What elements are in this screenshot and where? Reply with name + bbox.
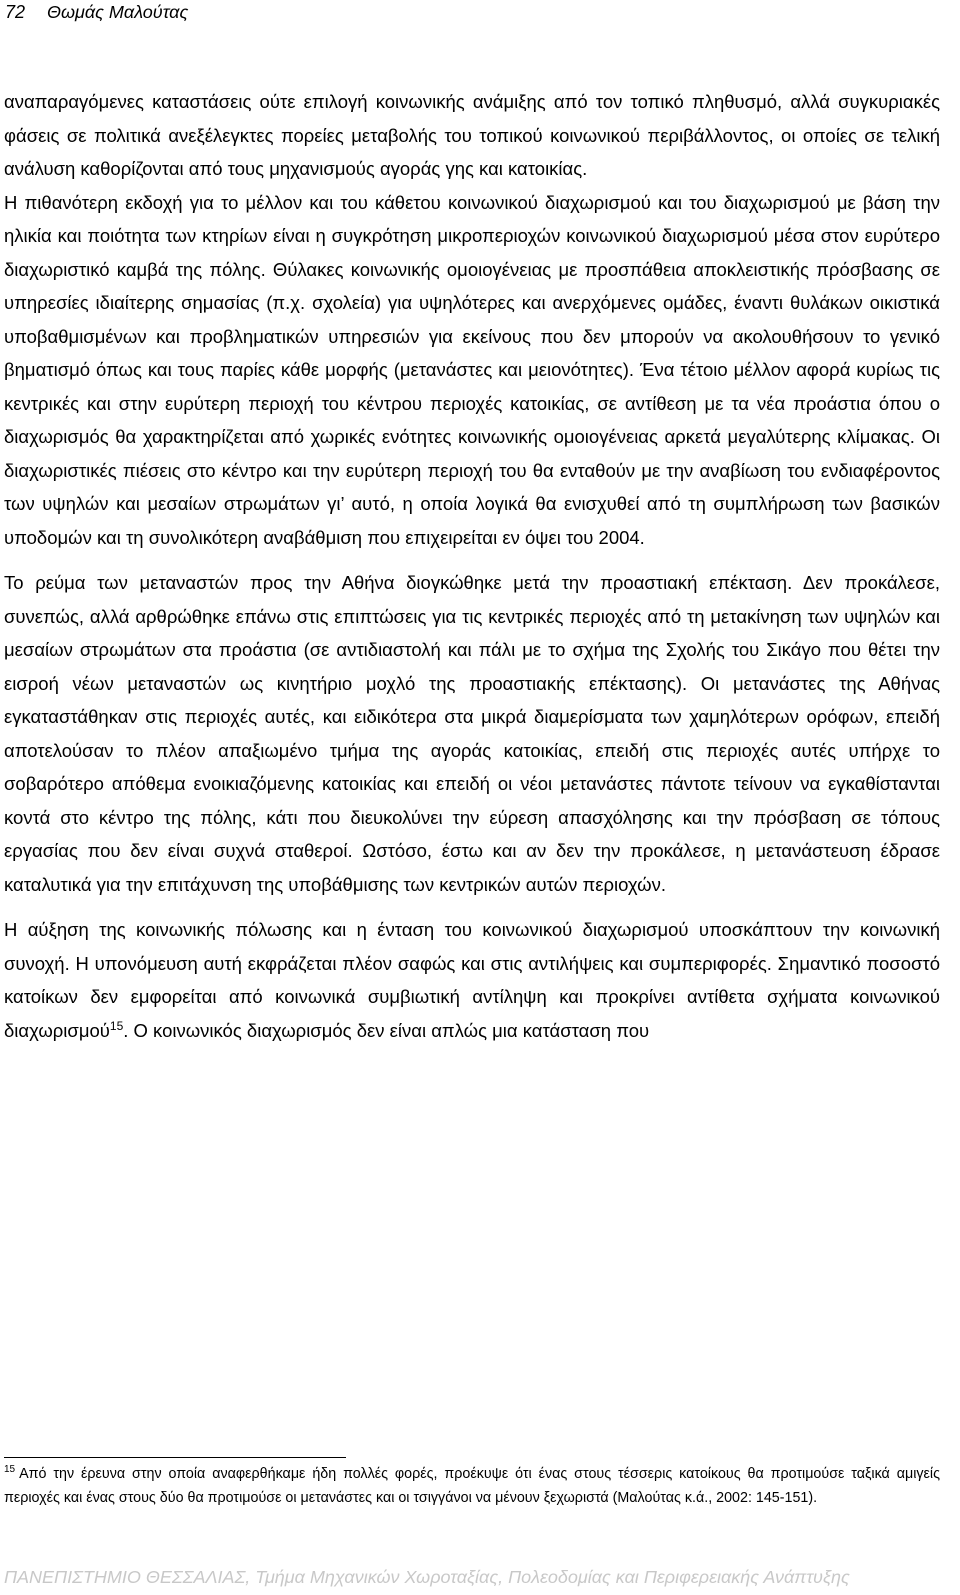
paragraph-2: Η πιθανότερη εκδοχή για το μέλλον και του κάθετου κοινωνικού διαχωρισμού και του διαχωρισμού με βάση την ηλικία και ποιότητα των κτηρίων είναι η συγκρότηση μικροπεριοχών κοινωνικού διαχωρισμού μέσα στον ευρύτερο διαχωριστικό καμβά της πόλης. Θύλακες κοινωνικής ομοιογένειας με προσπάθεια αποκλειστικής πρόσβασης σε υπηρεσίες ιδιαίτερης σημασίας (π.χ. σχολεία) για υψηλότερες και ανερχόμενες ομάδες, έναντι θυλάκων οικιστικά υποβαθμισμένων και προβληματικών υπηρεσιών για εκείνους που δεν μπορούν να ακολουθήσουν το γενικό βηματισμό όπως και τους παρίες κάθε μορφής (μετανάστες και μειονότητες). Ένα τέτοιο μέλλον αφορά κυρίως τις κεντρικές και στην ευρύτερη περιοχή του κέντρου περιοχές κατοικίας, σε αντίθεση με τα νέα προάστια όπου ο διαχωρισμός θα χαρακτηρίζεται από χωρικές ενότητες κοινωνικής ομοιογένειας αρκετά μεγαλύτερης κλίμακας. Οι διαχωριστικές πιέσεις στο κέντρο και την ευρύτερη περιοχή του θα ενταθούν με την αναβίωση του ενδιαφέροντος των υψηλών και μεσαίων στρωμάτων γι’ αυτό, η οποία λογικά θα ενισχυθεί από τη συμπλήρωση των βασικών υποδομών και τη συνολικότερη αναβάθμιση που επιχειρείται εν όψει του 2004. [4, 191, 940, 548]
paragraph-4-text-before: Η αύξηση της κοινωνικής πόλωσης και η ένταση του κοινωνικού διαχωρισμού υποσκάπτουν την κοινωνική συνοχή. Η υπονόμευση αυτή εκφράζεται πλέον σαφώς και στις αντιλήψεις και συμπεριφορές. Σημαντικό ποσοστό κατοίκων δεν εμφορείται από κοινωνικά συμβιωτική αντίληψη και προκρίνει αντίθετα σχήματα κοινωνικού διαχωρισμού [4, 919, 940, 1041]
body-text [4, 85, 940, 1047]
paragraph-4-text-after: . Ο κοινωνικός διαχωρισμός δεν είναι απλώς μια κατάσταση που [123, 1019, 650, 1041]
institution-footer: ΠΑΝΕΠΙΣΤΗΜΙΟ ΘΕΣΣΑΛΙΑΣ, Τμήμα Μηχανικών Χωροταξίας, Πολεοδομίας και Περιφερειακής Ανάπτυξης [4, 1567, 850, 1587]
footnote-separator [4, 1457, 346, 1458]
paragraph-4 [4, 913, 940, 1047]
footnote [4, 1463, 940, 1510]
page-number: 72 [5, 2, 26, 22]
paragraph-1: αναπαραγόμενες καταστάσεις ούτε επιλογή κοινωνικής ανάμιξης από τον τοπικό πληθυσμό, αλλά συγκυριακές φάσεις σε πολιτικά ανεξέλεγκτες πορείες μεταβολής του τοπικού κοινωνικού περιβάλλοντος, οι οποίες σε τελική ανάλυση καθορίζονται από τους μηχανισμούς αγοράς γης και κατοικίας. [4, 91, 940, 179]
running-header [5, 0, 188, 24]
footnote-number: 15 [4, 1464, 16, 1476]
footnote-reference[interactable]: 15 [109, 1018, 124, 1033]
paragraph-3: Το ρεύμα των μεταναστών προς την Αθήνα διογκώθηκε μετά την προαστιακή επέκταση. Δεν προκάλεσε, συνεπώς, αλλά αρθρώθηκε επάνω στις επιπτώσεις για τις κεντρικές περιοχές από τη μετακίνηση των υψηλών και μεσαίων στρωμάτων στα προάστια (σε αντιδιαστολή και πάλι με το σχήμα της Σχολής του Σικάγο που θέτει την εισροή νέων μεταναστών ως κινητήριο μοχλό της προαστιακής επέκτασης). Οι μετανάστες της Αθήνας εγκαταστάθηκαν στις περιοχές αυτές, και ειδικότερα στα μικρά διαμερίσματα των χαμηλότερων ορόφων, επειδή αποτελούσαν το πλέον απαξιωμένο τμήμα της αγοράς κατοικίας, επειδή στις περιοχές αυτές υπήρχε το σοβαρότερο απόθεμα ενοικιαζόμενης κατοικίας και επειδή οι νέοι μετανάστες πάντοτε τείνουν να εγκαθίστανται κοντά στο κέντρο της πόλης, κάτι που διευκολύνει την εύρεση απασχόλησης και την πρόσβαση σε τόπους εργασίας που δεν είναι συχνά σταθεροί. Ωστόσο, έστω και αν δεν την προκάλεσε, η μετανάστευση έδρασε καταλυτικά για την επιτάχυνση της υποβάθμισης των κεντρικών αυτών περιοχών. [4, 572, 940, 895]
footnote-text: Από την έρευνα στην οποία αναφερθήκαμε ήδη πολλές φορές, προέκυψε ότι ένας στους τέσσερις κατοίκους θα προτιμούσε ταξικά αμιγείς περιοχές και ένας στους δύο θα προτιμούσε οι μετανάστες και οι τσιγγάνοι να μένουν ξεχωριστά (Μαλούτας κ.ά., 2002: 145-151). [4, 1466, 940, 1506]
author-name: Θωμάς Μαλούτας [47, 2, 189, 22]
